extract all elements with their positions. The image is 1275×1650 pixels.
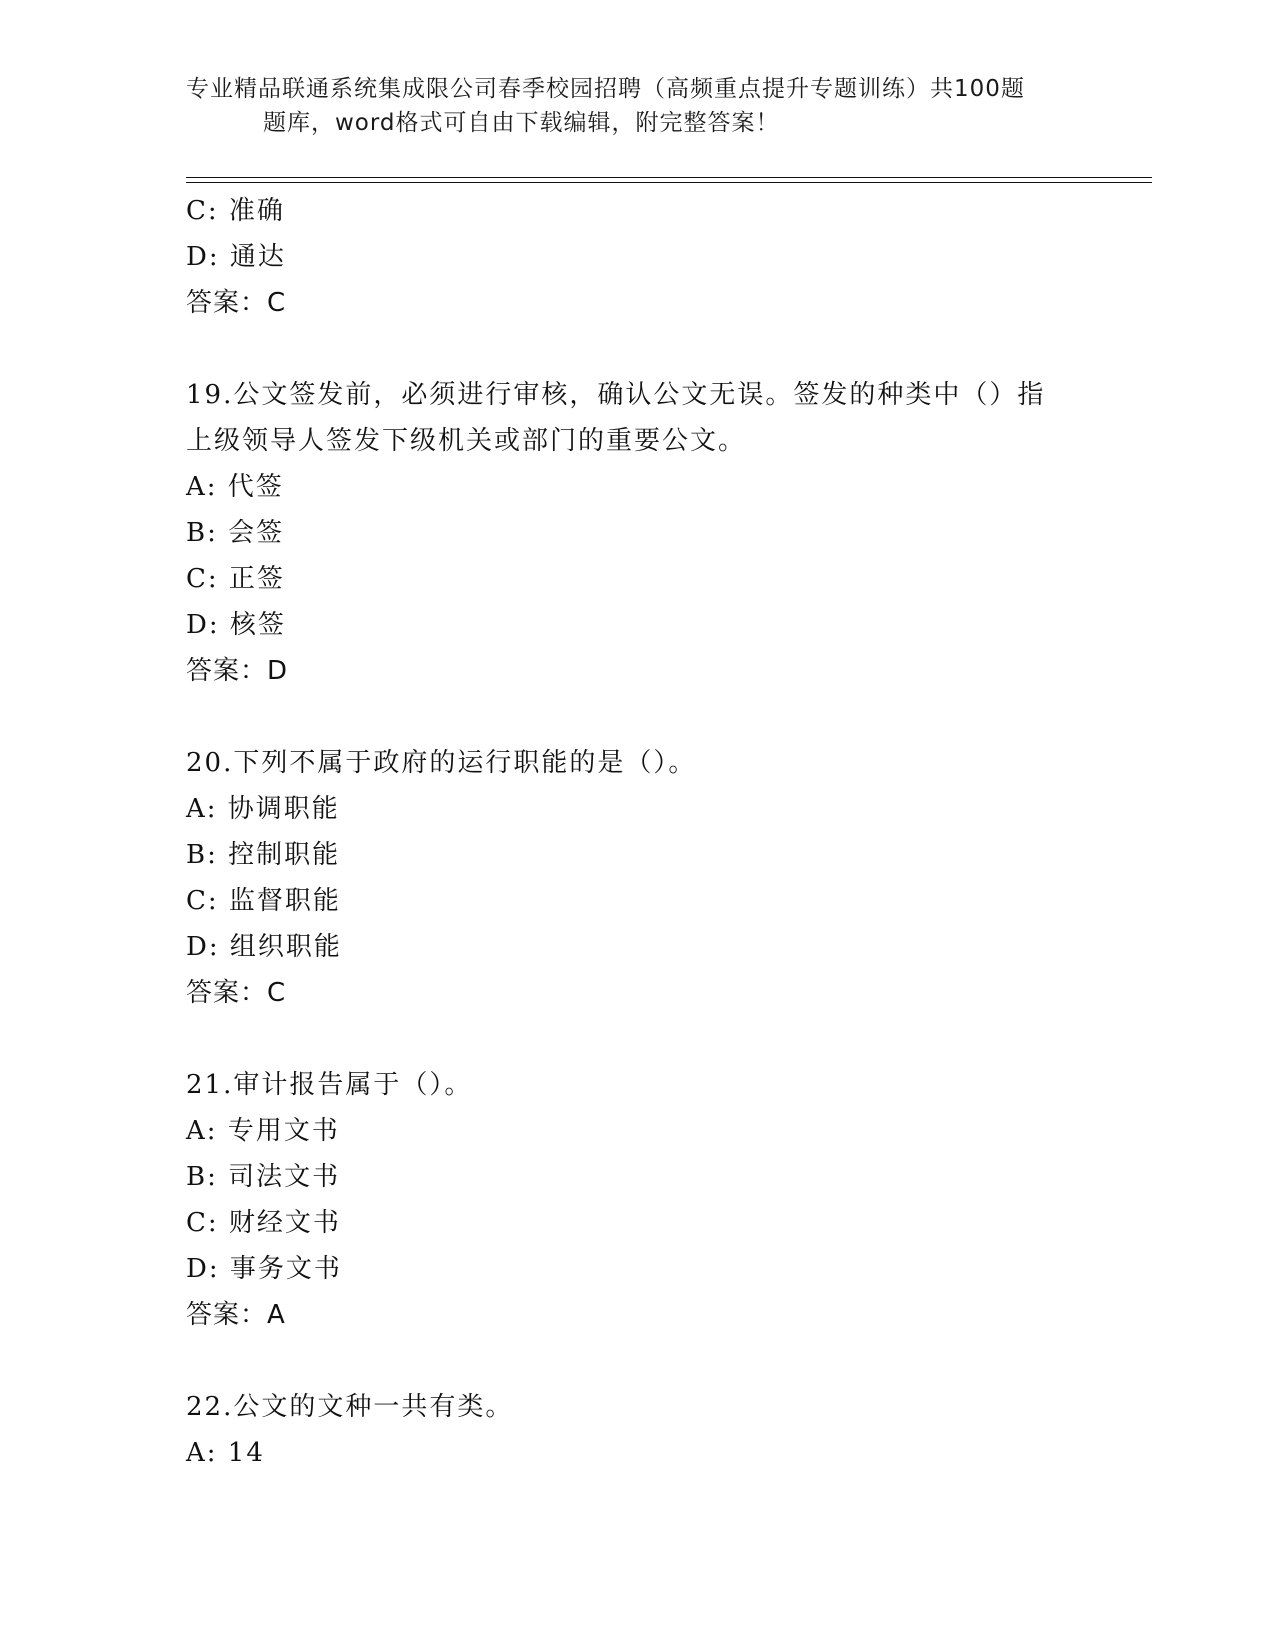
option-a: A: 专用文书 (186, 1116, 340, 1146)
question-stem: 21.审计报告属于（）。 (186, 1070, 473, 1100)
spacer (186, 1016, 1086, 1062)
header-title-line2: 题库，word格式可自由下载编辑，附完整答案！ (263, 110, 780, 136)
option-b: B: 会签 (186, 518, 285, 548)
header-divider-top (186, 177, 1152, 178)
answer-text: 答案：C (186, 978, 287, 1008)
question-list (186, 188, 1086, 1476)
option-d: D: 核签 (186, 610, 286, 640)
question-stem: 22.公文的文种一共有类。 (186, 1392, 514, 1422)
question-block-19 (186, 372, 1086, 694)
question-stem: 19.公文签发前，必须进行审核，确认公文无误。签发的种类中（）指 (186, 380, 1046, 410)
answer-text: 答案：C (186, 288, 287, 318)
option-a: A: 14 (186, 1438, 265, 1468)
question-block-prev (186, 188, 1086, 326)
header-divider-bottom (186, 182, 1152, 183)
question-block-20 (186, 740, 1086, 1016)
option-c: C: 财经文书 (186, 1208, 341, 1238)
question-stem-continued: 上级领导人签发下级机关或部门的重要公文。 (186, 426, 747, 456)
option-a: A: 代签 (186, 472, 284, 502)
option-d: D: 事务文书 (186, 1254, 342, 1284)
header-title-line1: 专业精品联通系统集成限公司春季校园招聘（高频重点提升专题训练）共100题 (186, 76, 1025, 102)
spacer (186, 1338, 1086, 1384)
option-d: D: 通达 (186, 242, 286, 272)
option-b: B: 司法文书 (186, 1162, 341, 1192)
answer-text: 答案：D (186, 656, 289, 686)
question-stem: 20.下列不属于政府的运行职能的是（）。 (186, 748, 697, 778)
spacer (186, 326, 1086, 372)
option-c: C: 正签 (186, 564, 285, 594)
page-header (186, 72, 1066, 140)
spacer (186, 694, 1086, 740)
option-a: A: 协调职能 (186, 794, 340, 824)
answer-text: 答案：A (186, 1300, 286, 1330)
option-c: C: 监督职能 (186, 886, 341, 916)
question-block-21 (186, 1062, 1086, 1338)
option-c: C: 准确 (186, 196, 285, 226)
option-b: B: 控制职能 (186, 840, 341, 870)
option-d: D: 组织职能 (186, 932, 342, 962)
question-block-22 (186, 1384, 1086, 1476)
